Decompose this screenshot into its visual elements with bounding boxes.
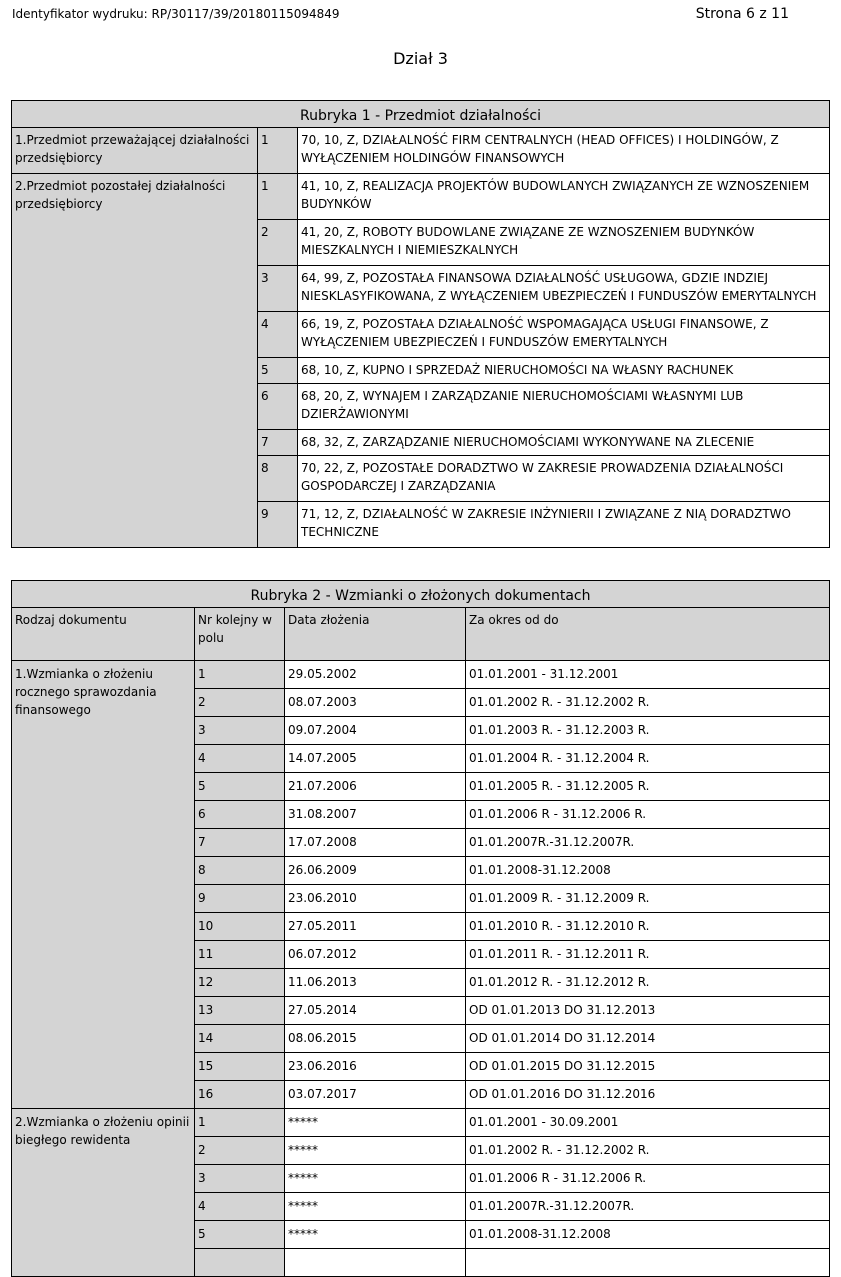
page-title: Dział 3 [393,49,448,68]
filing-date: 27.05.2014 [285,997,466,1025]
period-range: 01.01.2009 R. - 31.12.2009 R. [466,885,830,913]
period-range: 01.01.2005 R. - 31.12.2005 R. [466,773,830,801]
item-description: 70, 10, Z, DZIAŁALNOŚĆ FIRM CENTRALNYCH (HEAD OFFICES) I HOLDINGÓW, Z WYŁĄCZENIEM HOLDINGÓW FINANSOWYCH [298,128,830,174]
period-range: 01.01.2011 R. - 31.12.2011 R. [466,941,830,969]
item-number: 9 [258,502,298,548]
filing-date: 29.05.2002 [285,661,466,689]
period-range: 01.01.2007R.-31.12.2007R. [466,829,830,857]
item-number: 4 [258,312,298,358]
item-description: 41, 20, Z, ROBOTY BUDOWLANE ZWIĄZANE ZE WZNOSZENIEM BUDYNKÓW MIESZKALNYCH I NIEMIESZKALNYCH [298,220,830,266]
filing-date: 31.08.2007 [285,801,466,829]
filing-date: 23.06.2010 [285,885,466,913]
filing-date: 06.07.2012 [285,941,466,969]
rubryka-2-caption: Rubryka 2 - Wzmianki o złożonych dokumentach [12,581,830,608]
item-description: 68, 10, Z, KUPNO I SPRZEDAŻ NIERUCHOMOŚCI NA WŁASNY RACHUNEK [298,358,830,384]
filing-date: ***** [285,1137,466,1165]
filing-date: ***** [285,1165,466,1193]
row-category-label: 2.Wzmianka o złożeniu opinii biegłego rewidenta [12,1109,195,1277]
column-header: Za okres od do [466,608,830,661]
entry-number: 11 [195,941,285,969]
entry-number: 8 [195,857,285,885]
item-description: 41, 10, Z, REALIZACJA PROJEKTÓW BUDOWLANYCH ZWIĄZANYCH ZE WZNOSZENIEM BUDYNKÓW [298,174,830,220]
column-header: Rodzaj dokumentu [12,608,195,661]
filing-date: ***** [285,1193,466,1221]
entry-number: 5 [195,773,285,801]
period-range: 01.01.2006 R - 31.12.2006 R. [466,801,830,829]
period-range: 01.01.2002 R. - 31.12.2002 R. [466,1137,830,1165]
item-description: 68, 20, Z, WYNAJEM I ZARZĄDZANIE NIERUCHOMOŚCIAMI WŁASNYMI LUB DZIERŻAWIONYMI [298,384,830,430]
period-range: OD 01.01.2016 DO 31.12.2016 [466,1081,830,1109]
period-range: 01.01.2012 R. - 31.12.2012 R. [466,969,830,997]
period-range: 01.01.2004 R. - 31.12.2004 R. [466,745,830,773]
period-range: 01.01.2001 - 31.12.2001 [466,661,830,689]
filing-date [285,1249,466,1277]
filing-date: 03.07.2017 [285,1081,466,1109]
item-description: 70, 22, Z, POZOSTAŁE DORADZTWO W ZAKRESIE PROWADZENIA DZIAŁALNOŚCI GOSPODARCZEJ I ZARZĄDZANIA [298,456,830,502]
entry-number: 13 [195,997,285,1025]
item-description: 68, 32, Z, ZARZĄDZANIE NIERUCHOMOŚCIAMI WYKONYWANE NA ZLECENIE [298,430,830,456]
column-header: Data złożenia [285,608,466,661]
period-range [466,1249,830,1277]
period-range: 01.01.2008-31.12.2008 [466,857,830,885]
entry-number: 6 [195,801,285,829]
period-range: OD 01.01.2014 DO 31.12.2014 [466,1025,830,1053]
table-row [12,174,830,220]
filing-date: 17.07.2008 [285,829,466,857]
entry-number: 15 [195,1053,285,1081]
period-range: 01.01.2001 - 30.09.2001 [466,1109,830,1137]
item-number: 5 [258,358,298,384]
column-header: Nr kolejny w polu [195,608,285,661]
entry-number: 5 [195,1221,285,1249]
entry-number [195,1249,285,1277]
entry-number: 9 [195,885,285,913]
period-range: 01.01.2008-31.12.2008 [466,1221,830,1249]
period-range: 01.01.2003 R. - 31.12.2003 R. [466,717,830,745]
item-description: 66, 19, Z, POZOSTAŁA DZIAŁALNOŚĆ WSPOMAGAJĄCA USŁUGI FINANSOWE, Z WYŁĄCZENIEM UBEZPIECZEŃ I FUNDUSZÓW EMERYTALNYCH [298,312,830,358]
row-category-label: 1.Wzmianka o złożeniu rocznego sprawozdania finansowego [12,661,195,1109]
entry-number: 16 [195,1081,285,1109]
item-number: 2 [258,220,298,266]
entry-number: 4 [195,1193,285,1221]
filing-date: 27.05.2011 [285,913,466,941]
period-range: OD 01.01.2013 DO 31.12.2013 [466,997,830,1025]
item-number: 1 [258,174,298,220]
filing-date: 23.06.2016 [285,1053,466,1081]
table-header-row [12,608,830,661]
filing-date: ***** [285,1221,466,1249]
period-range: 01.01.2010 R. - 31.12.2010 R. [466,913,830,941]
item-description: 64, 99, Z, POZOSTAŁA FINANSOWA DZIAŁALNOŚĆ USŁUGOWA, GDZIE INDZIEJ NIESKLASYFIKOWANA, Z WYŁĄCZENIEM UBEZPIECZEŃ I FUNDUSZÓW EMERYTALNYCH [298,266,830,312]
period-range: 01.01.2007R.-31.12.2007R. [466,1193,830,1221]
page-number: Strona 6 z 11 [695,6,789,22]
filing-date: 21.07.2006 [285,773,466,801]
entry-number: 3 [195,717,285,745]
filing-date: 09.07.2004 [285,717,466,745]
item-number: 6 [258,384,298,430]
entry-number: 12 [195,969,285,997]
item-number: 8 [258,456,298,502]
entry-number: 14 [195,1025,285,1053]
entry-number: 4 [195,745,285,773]
row-category-label: 1.Przedmiot przeważającej działalności przedsiębiorcy [12,128,258,174]
entry-number: 2 [195,689,285,717]
print-identifier: Identyfikator wydruku: RP/30117/39/20180115094849 [12,7,340,21]
rubryka-1-caption: Rubryka 1 - Przedmiot działalności [12,101,830,128]
entry-number: 10 [195,913,285,941]
table-row [12,1109,830,1137]
filing-date: ***** [285,1109,466,1137]
period-range: OD 01.01.2015 DO 31.12.2015 [466,1053,830,1081]
filing-date: 08.07.2003 [285,689,466,717]
entry-number: 1 [195,661,285,689]
rubryka-1-table [11,100,830,548]
item-number: 3 [258,266,298,312]
item-number: 7 [258,430,298,456]
item-number: 1 [258,128,298,174]
entry-number: 2 [195,1137,285,1165]
filing-date: 26.06.2009 [285,857,466,885]
row-category-label: 2.Przedmiot pozostałej działalności przedsiębiorcy [12,174,258,548]
entry-number: 7 [195,829,285,857]
item-description: 71, 12, Z, DZIAŁALNOŚĆ W ZAKRESIE INŻYNIERII I ZWIĄZANE Z NIĄ DORADZTWO TECHNICZNE [298,502,830,548]
period-range: 01.01.2006 R - 31.12.2006 R. [466,1165,830,1193]
entry-number: 1 [195,1109,285,1137]
filing-date: 08.06.2015 [285,1025,466,1053]
entry-number: 3 [195,1165,285,1193]
filing-date: 11.06.2013 [285,969,466,997]
filing-date: 14.07.2005 [285,745,466,773]
table-row [12,661,830,689]
period-range: 01.01.2002 R. - 31.12.2002 R. [466,689,830,717]
rubryka-2-table [11,580,830,1277]
table-row [12,128,830,174]
